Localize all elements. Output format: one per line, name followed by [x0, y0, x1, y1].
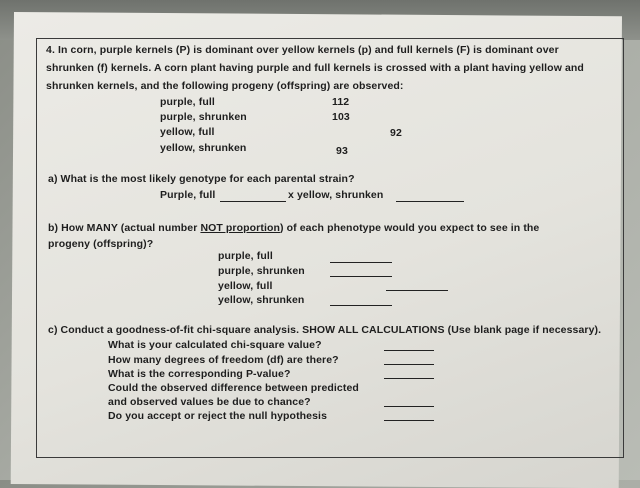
part-c-question: c) Conduct a goodness-of-fit chi-square analysis. SHOW ALL CALCULATIONS (Use blank page if necessary).: [48, 324, 602, 336]
part-b-answer-blank[interactable]: [330, 262, 392, 263]
part-b-item: purple, full: [218, 250, 273, 262]
progeny-count: 92: [390, 127, 402, 139]
question-line-1: 4. In corn, purple kernels (P) is dominant over yellow kernels (p) and full kernels (F) is dominant over: [46, 44, 559, 56]
question-line-2: shrunken (f) kernels. A corn plant having purple and full kernels is crossed with a plant having yellow and: [46, 62, 584, 74]
part-a-answer-blank-2[interactable]: [396, 201, 464, 202]
progeny-label: yellow, full: [160, 126, 215, 138]
part-c-item: Do you accept or reject the null hypothesis: [108, 410, 328, 422]
progeny-count: 93: [336, 145, 348, 157]
part-c-item: What is the corresponding P-value?: [108, 368, 291, 380]
part-b-item: purple, shrunken: [218, 265, 305, 277]
part-c-item: How many degrees of freedom (df) are there?: [108, 354, 339, 366]
question-line-3: shrunken kernels, and the following progeny (offspring) are observed:: [46, 80, 404, 92]
part-a-left-parent: Purple, full: [160, 189, 216, 201]
part-c-answer-blank[interactable]: [384, 406, 434, 407]
part-c-answer-blank[interactable]: [384, 420, 434, 421]
part-b-item: yellow, shrunken: [218, 294, 305, 306]
part-c-item: Could the observed difference between predicted: [108, 382, 359, 394]
progeny-label: yellow, shrunken: [160, 142, 247, 154]
part-b-question-line-1: b) How MANY (actual number NOT proportion) of each phenotype would you expect to see in the: [48, 222, 540, 234]
part-c-answer-blank[interactable]: [384, 364, 434, 365]
part-c-item: What is your calculated chi-square value?: [108, 339, 322, 351]
part-b-item: yellow, full: [218, 280, 273, 292]
part-c-item: and observed values be due to chance?: [108, 396, 311, 408]
part-b-answer-blank[interactable]: [330, 305, 392, 306]
progeny-label: purple, shrunken: [160, 111, 247, 123]
part-b-answer-blank[interactable]: [330, 276, 392, 277]
progeny-count: 103: [332, 111, 350, 123]
progeny-label: purple, full: [160, 96, 215, 108]
part-a-cross: x yellow, shrunken: [288, 189, 384, 201]
part-a-answer-blank-1[interactable]: [220, 201, 286, 202]
part-c-answer-blank[interactable]: [384, 350, 434, 351]
underlined-emphasis: NOT proportion: [200, 222, 280, 234]
part-b-answer-blank[interactable]: [386, 290, 448, 291]
part-a-question: a) What is the most likely genotype for each parental strain?: [48, 173, 355, 185]
progeny-count: 112: [332, 96, 350, 108]
part-c-answer-blank[interactable]: [384, 378, 434, 379]
part-b-question-line-2: progeny (offspring)?: [48, 238, 154, 250]
